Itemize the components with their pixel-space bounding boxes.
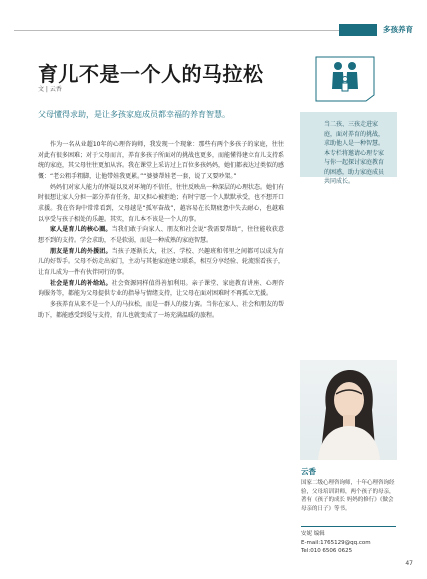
section-tag-block (339, 24, 377, 36)
article-author: 文 | 云香 (38, 86, 62, 93)
article-lead: 父母懂得求助，是让多孩家庭成员都幸福的养育智慧。 (38, 110, 230, 119)
header-bar (0, 24, 427, 36)
family-icon (310, 55, 380, 103)
paragraph-text: 社会资源同样值得善加利用。亲子课堂、家庭教育讲座、心理咨询服务等，都能为父母提供专业的指导与情绪支持，让父母在面对困难时不再孤立无援。 (38, 279, 284, 298)
subheading: 社会是育儿的补给站。 (50, 279, 112, 287)
paragraph-text: 妈妈们对家人能力的怀疑以及对环境的不信任，往往反映出一种深层的心理状态。她们有时很想让家人分担一部分养育任务，却又担心被拒绝；有时宁愿一个人默默承受，也不想开口求援。我在咨询中常常看到，父母越是“孤军奋战”，越容易在长期疲惫中失去耐心，也越难以享受与孩子相处的乐趣。其实，育儿本不该是一个人的事。 (38, 183, 285, 223)
paragraph (38, 300, 284, 321)
editor-info (301, 526, 396, 556)
paragraph (38, 140, 284, 183)
paragraph (38, 247, 284, 279)
paragraph (38, 183, 284, 226)
author-bio: 国家二级心理咨询师，十年心理咨询经验，父母培训讲师，两个孩子的母亲，著有《孩子的成长 妈妈的修行》《做会母亲的日子》等书。 (301, 480, 395, 512)
header-rule (14, 30, 339, 31)
column-intro-text: 当二孩、三孩走进家庭，面对养育的挑战，求助他人是一种智慧。本专栏将邀请心理专家与你一起探讨家庭教育的困惑，助力家庭成员共同成长。 (324, 121, 385, 185)
page-number: 47 (405, 560, 413, 567)
author-photo (300, 360, 397, 460)
editor-email: E-mail:1765129@qq.com (301, 539, 371, 546)
section-label: 多孩养育 (383, 25, 413, 34)
subheading: 朋友是育儿的外援团。 (50, 247, 112, 255)
author-name: 云香 (301, 467, 316, 476)
article-body (38, 140, 284, 321)
subheading: 家人是育儿的核心圈。 (50, 226, 112, 234)
paragraph-text: 当我们敢于向家人、朋友和社会说“我需要帮助”，往往能收获意想不到的支持。学会求助，不是软弱，而是一种成熟的家庭智慧。 (38, 226, 284, 244)
paragraph (38, 225, 284, 246)
paragraph-text: 作为一名从业超10年的心理咨询师，我发现一个现象：那些有两个多孩子的家庭，往往对此有很多困难；对于父母而言，养育多孩子所面对的挑战也更多，而能懂得建立育儿支持系统的家庭，其父母往往更加从容。我在课堂上采访过上百位多孩妈妈，她们都表达过类似的感慨：“老公粗手粗脚，让他带娃我更累。”“婆婆帮娃老一套，说了又要吵架。” (38, 141, 285, 180)
paragraph (38, 279, 284, 300)
article-title: 育儿不是一个人的马拉松 (38, 62, 264, 86)
editor-label: 安妮 编辑 (301, 531, 325, 537)
paragraph-text: 当孩子逐渐长大，社区、学校、兴趣班和邻里之间都可以成为育儿的好帮手。父母不妨走出家门，主动与其他家庭建立联系，相互分享经验、轮流照看孩子，让育儿成为一件有伙伴同行的事。 (38, 247, 285, 276)
editor-phone: Tel:010 6506 0625 (301, 548, 353, 555)
paragraph-text: 多孩养育从来不是一个人的马拉松，而是一群人的接力赛。当你在家人、社会和朋友的帮助下，都能感受到爱与支持，育儿也就变成了一场充满温暖的旅程。 (38, 300, 285, 319)
column-intro-box (300, 112, 397, 185)
